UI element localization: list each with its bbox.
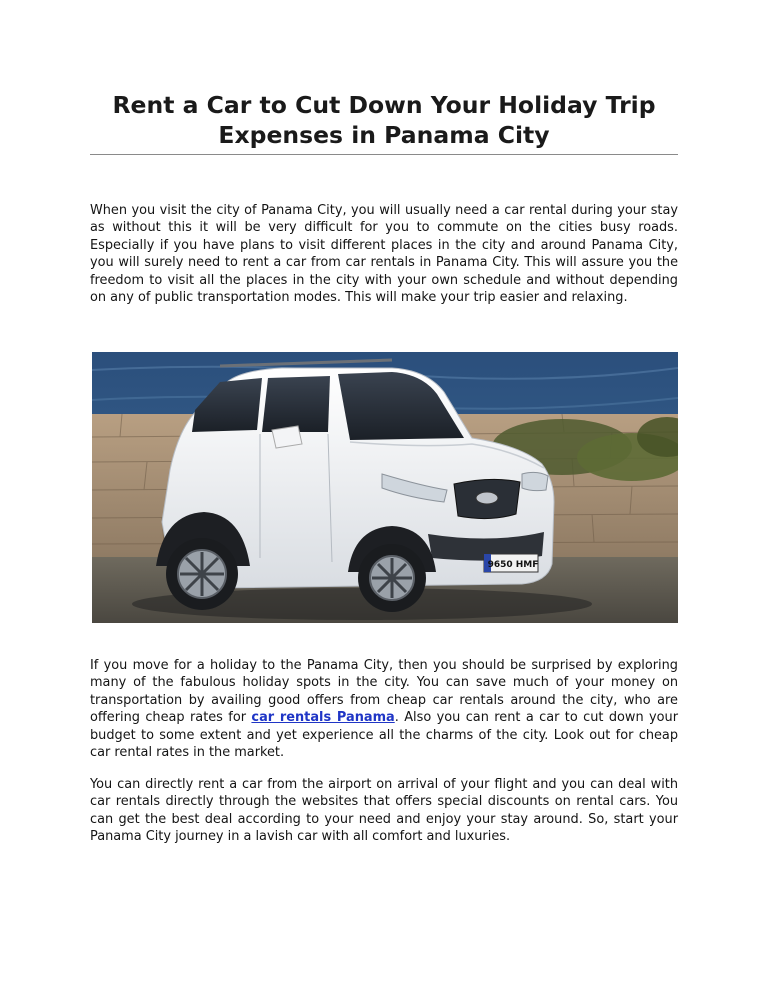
body-paragraph-3: You can directly rent a car from the airport on arrival of your flight and you can deal with car rentals directly through the websites that offers special discounts on rental cars. You can get the best deal according to your need and enjoy your stay around. So, start your Panama City journey in a lavish car with all comfort and luxuries. xyxy=(90,777,678,845)
body-paragraph-2 xyxy=(90,657,678,761)
paragraph2-text-start: If you move for a holiday to the Panama City, then you should be surprised by exploring many of the fabulous holiday spots in the city. You can save much of your money on transportation by availing good offers from cheap car rentals around the city, who are offering cheap rates for xyxy=(90,658,678,726)
car-photo xyxy=(92,352,678,623)
document-title: Rent a Car to Cut Down Your Holiday Trip Expenses in Panama City xyxy=(90,90,678,155)
document-page xyxy=(90,90,679,845)
paragraph2-text-end: . Also you can rent a car to cut down your budget to some extent and yet experience all the charms of the city. Look out for cheap car rental rates in the market. xyxy=(90,710,679,761)
license-plate-text: 9650 HMF xyxy=(487,560,539,570)
car-rentals-panama-link[interactable]: car rentals Panama xyxy=(251,710,395,726)
intro-paragraph: When you visit the city of Panama City, you will usually need a car rental during your stay as without this it will be very difficult for you to commute on the cities busy roads. Especially if you have plans to visit different places in the city and around Panama City, you will surely need to rent a car from car rentals in Panama City. This will assure you the freedom to visit all the places in the city with your own schedule and without depending on any of public transportation modes. This will make your trip easier and relaxing. xyxy=(90,203,678,306)
